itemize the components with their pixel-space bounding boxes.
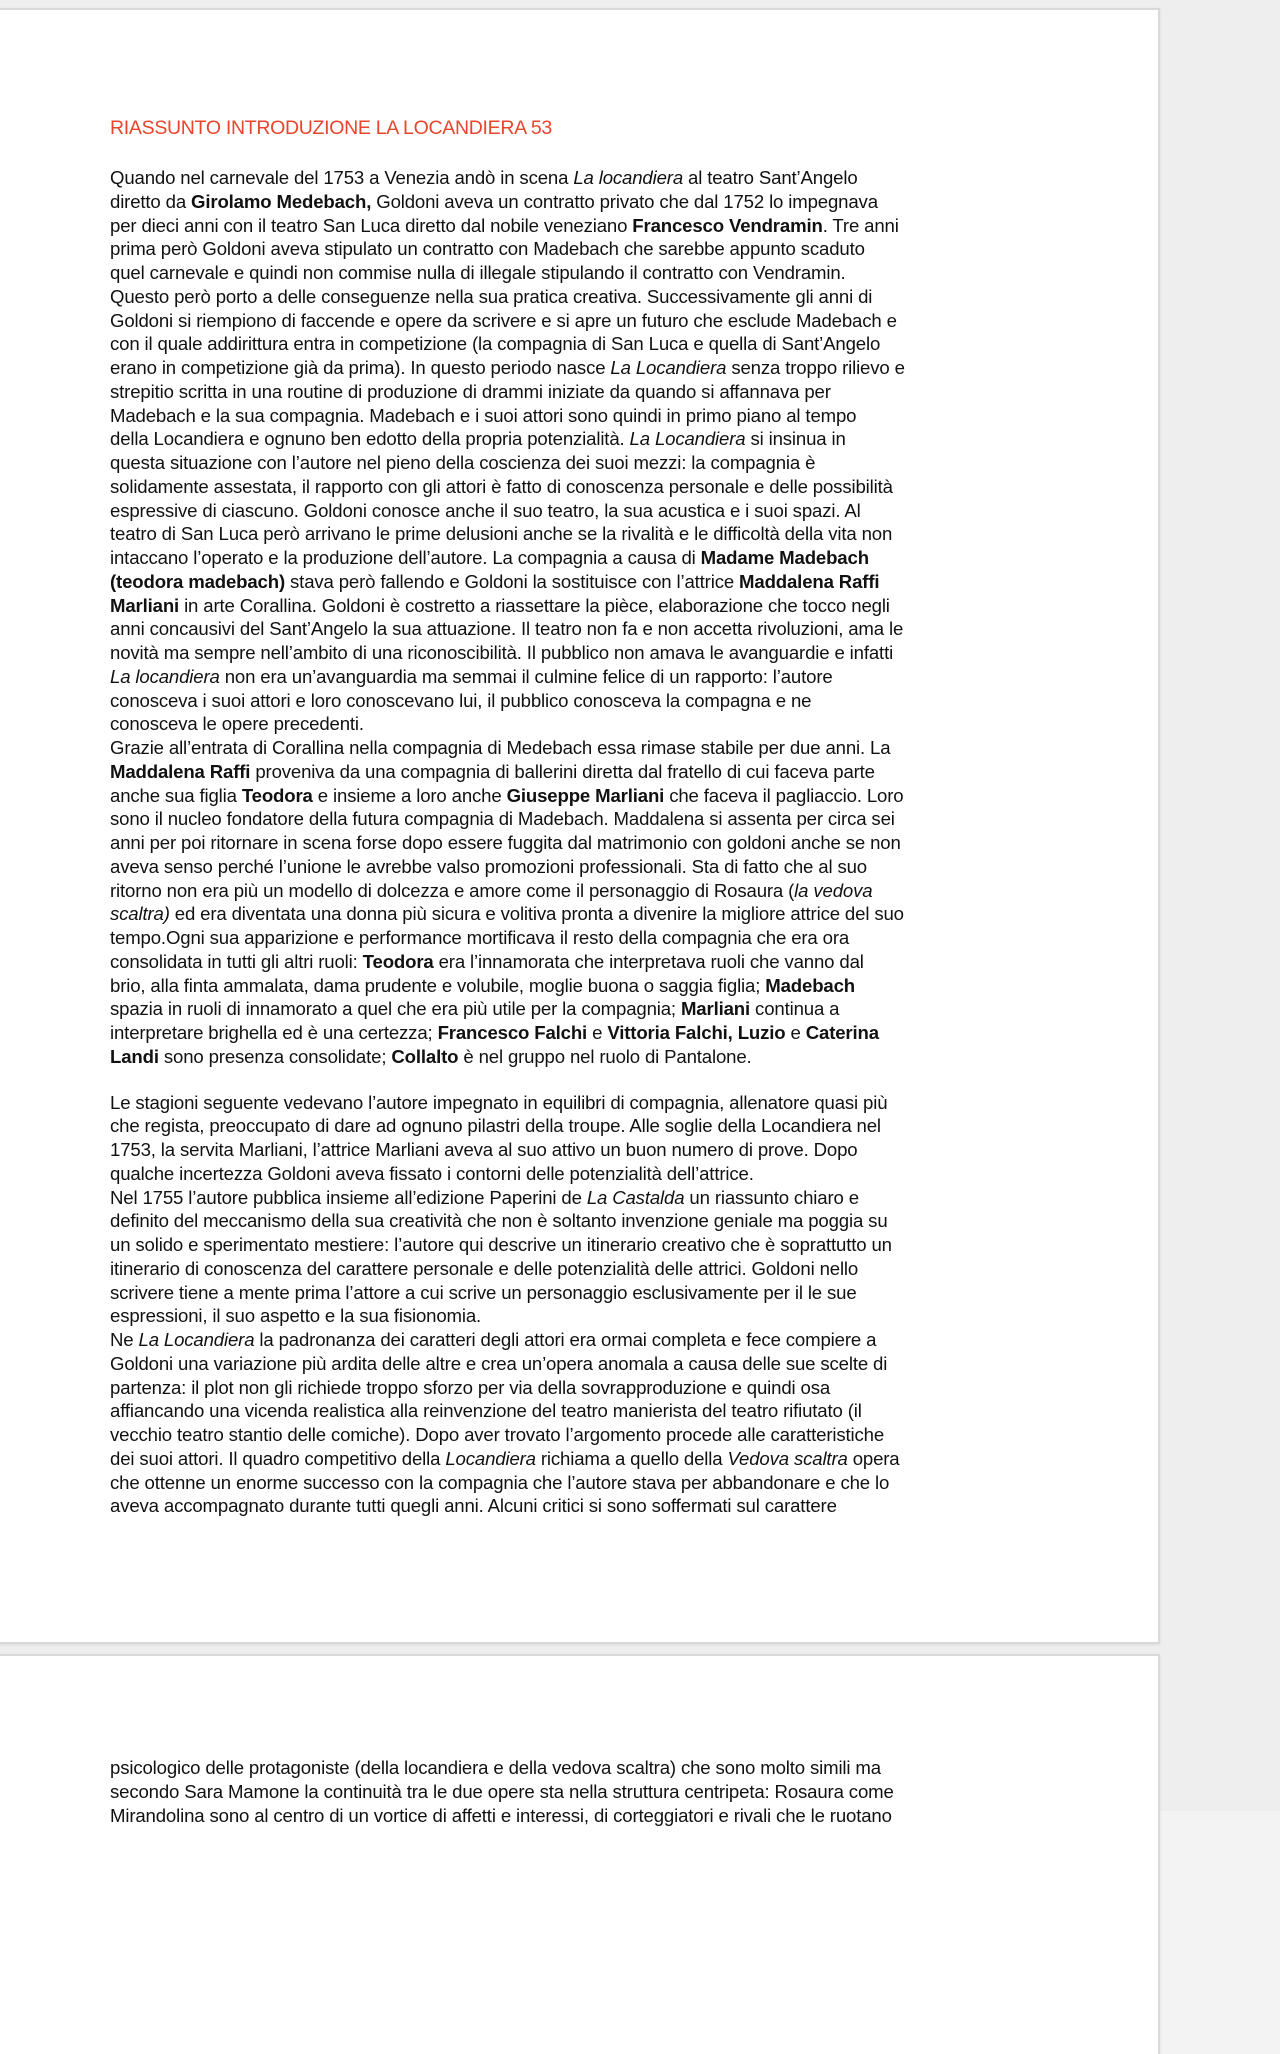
text-run: e insieme a loro anche — [312, 784, 507, 806]
paragraph — [110, 166, 1060, 1069]
bold-text: Maddalena Raffi — [110, 760, 251, 782]
text-run: si insinua in — [745, 428, 846, 450]
text-run: senza troppo rilievo e — [726, 357, 905, 378]
text-run: prima però Goldoni aveva stipulato un contratto con Madebach che sarebbe appunto scaduto — [110, 238, 865, 260]
text-line — [110, 1780, 1060, 1804]
bold-text: Maddalena Raffi — [739, 570, 880, 592]
text-run: psicologico delle protagoniste (della locandiera e della vedova scaltra) che sono molto simili ma — [110, 1757, 881, 1778]
text-run: Goldoni una variazione più ardita delle altre e crea un’opera anomala a causa delle sue scelte di — [110, 1352, 888, 1374]
text-run: proveniva da una compagnia di ballerini diretta dal fratello di cui faceva parte — [250, 760, 875, 782]
text-run: ritorno non era più un modello di dolcezza e amore come il personaggio di Rosaura ( — [110, 879, 795, 901]
bold-text: Giuseppe Marliani — [506, 784, 665, 806]
italic-text: La Locandiera — [629, 428, 746, 450]
text-run: stava però fallendo e Goldoni la sostituisce con l’attrice — [285, 570, 740, 592]
page-1-body — [110, 166, 1060, 1518]
text-run: 1753, la servita Marliani, l’attrice Marliani aveva al suo attivo un buon numero di prove. Dopo — [110, 1139, 858, 1160]
text-line — [110, 974, 1060, 998]
text-run: definito del meccanismo della sua creatività che non è soltanto invenzione geniale ma poggia su — [110, 1210, 888, 1232]
text-run: e — [587, 1022, 608, 1043]
text-line — [110, 285, 1060, 309]
text-line — [110, 1138, 1060, 1162]
text-run: conosceva le opere precedenti. — [110, 713, 364, 735]
text-line — [110, 1304, 1060, 1328]
text-line — [110, 1423, 1060, 1447]
text-run: Nel 1755 l’autore pubblica insieme all’edizione Paperini de — [110, 1186, 587, 1208]
page-2-content — [110, 1756, 1060, 1827]
text-line — [110, 831, 1060, 855]
document-page-1 — [0, 8, 1160, 1644]
text-run: al teatro Sant’Angelo — [683, 167, 858, 188]
text-line — [110, 546, 1060, 570]
bold-text: Landi — [110, 1045, 159, 1067]
text-run: espressioni, il suo aspetto e la sua fisionomia. — [110, 1305, 482, 1327]
text-line — [110, 784, 1060, 808]
text-run: strepitio scritta in una routine di produzione di drammi iniziate da quando si affannava per — [110, 380, 831, 402]
text-run: Questo però porto a delle conseguenze nella sua pratica creativa. Successivamente gli anni di — [110, 285, 873, 307]
italic-text: La Locandiera — [138, 1329, 255, 1350]
text-line — [110, 1021, 1060, 1045]
bold-text: Teodora — [241, 784, 313, 806]
text-line — [110, 332, 1060, 356]
bold-text: Madebach — [765, 974, 855, 996]
text-run: non era un’avanguardia ma semmai il culmine felice di un rapporto: l’autore — [219, 665, 833, 687]
text-run: sono presenza consolidate; — [158, 1045, 392, 1067]
italic-text: Locandiera — [445, 1447, 536, 1469]
text-line — [110, 1447, 1060, 1471]
text-line — [110, 404, 1060, 428]
text-line — [110, 522, 1060, 546]
italic-text: La Castalda — [586, 1186, 685, 1208]
text-line — [110, 594, 1060, 618]
italic-text: la vedova — [794, 879, 873, 901]
text-run: Goldoni si riempiono di faccende e opere da scrivere e si apre un futuro che esclude Madebach e — [110, 309, 897, 331]
text-run: intaccano l’operato e la produzione dell’autore. La compagnia a causa di — [110, 547, 701, 568]
text-run: erano in competizione già da prima). In questo periodo nasce — [110, 357, 611, 378]
text-line — [110, 1257, 1060, 1281]
document-page-2 — [0, 1654, 1160, 2054]
text-line — [110, 451, 1060, 475]
text-line — [110, 570, 1060, 594]
italic-text: La locandiera — [110, 665, 220, 687]
text-run: qualche incertezza Goldoni aveva fissato i contorni delle potenzialità dell’attrice. — [110, 1162, 754, 1184]
italic-text: scaltra) — [110, 903, 170, 925]
text-run: . Tre anni — [822, 214, 899, 236]
text-run: aveva accompagnato durante tutti quegli anni. Alcuni critici si sono soffermati sul carattere — [110, 1495, 837, 1517]
text-run: è nel gruppo nel ruolo di Pantalone. — [458, 1045, 752, 1067]
text-run: Le stagioni seguente vedevano l’autore impegnato in equilibri di compagnia, allenatore quasi più — [110, 1091, 888, 1113]
text-run: questa situazione con l’autore nel pieno della coscienza dei suoi mezzi: la compagnia è — [110, 452, 816, 473]
bold-text: Marliani — [680, 998, 751, 1020]
text-line — [110, 356, 1060, 380]
text-line — [110, 309, 1060, 333]
text-line — [110, 689, 1060, 713]
text-line — [110, 1045, 1060, 1069]
text-line — [110, 190, 1060, 214]
text-run: che ottenne un enorme successo con la compagnia che l’autore stava per abbandonare e che lo — [110, 1471, 890, 1493]
text-run: Mirandolina sono al centro di un vortice di affetti e interessi, di corteggiatori e rivali che le ruotano — [110, 1804, 892, 1826]
text-line — [110, 499, 1060, 523]
text-line — [110, 1471, 1060, 1495]
text-line — [110, 712, 1060, 736]
text-run: espressive di ciascuno. Goldoni conosce anche il suo teatro, la sua acustica e i suoi spazi. Al — [110, 499, 861, 521]
text-line — [110, 1209, 1060, 1233]
text-run: Goldoni aveva un contratto privato che dal 1752 lo impegnava — [371, 190, 878, 212]
bold-text: Madame Madebach — [700, 547, 869, 568]
text-line — [110, 1352, 1060, 1376]
text-line — [110, 1186, 1060, 1210]
bold-text: Francesco Vendramin — [632, 214, 823, 236]
page-1-content — [110, 116, 1060, 1518]
bold-text: Marliani — [110, 594, 180, 616]
text-line — [110, 1804, 1060, 1828]
text-line — [110, 736, 1060, 760]
text-run: Grazie all’entrata di Corallina nella compagnia di Medebach essa rimase stabile per due anni. La — [110, 737, 891, 758]
text-run: spazia in ruoli di innamorato a quel che era più utile per la compagnia; — [110, 998, 681, 1020]
text-run: anche sua figlia — [110, 784, 242, 806]
text-line — [110, 641, 1060, 665]
text-run: consolidata in tutti gli altri ruoli: — [110, 950, 363, 972]
document-title: RIASSUNTO INTRODUZIONE LA LOCANDIERA 53 — [110, 117, 552, 139]
text-line — [110, 997, 1060, 1021]
text-run: ed era diventata una donna più sicura e volitiva pronta a divenire la migliore attrice del suo — [169, 903, 904, 925]
bold-text: Caterina — [805, 1022, 879, 1043]
paragraph — [110, 1756, 1060, 1827]
text-line — [110, 1281, 1060, 1305]
text-run: che faceva il pagliaccio. Loro — [664, 784, 904, 806]
text-line — [110, 1494, 1060, 1518]
text-line — [110, 760, 1060, 784]
text-run: interpretare brighella ed è una certezza; — [110, 1022, 438, 1043]
text-run: brio, alla finta ammalata, dama prudente e volubile, moglie buona o saggia figlia; — [110, 974, 766, 996]
bold-text: Francesco Falchi — [437, 1022, 588, 1043]
text-run: richiama a quello della — [535, 1447, 728, 1469]
text-run: novità ma sempre nell’ambito di una riconoscibilità. Il pubblico non amava le avanguardie e infatti — [110, 642, 894, 663]
text-run: Madebach e la sua compagnia. Madebach e i suoi attori sono quindi in primo piano al tempo — [110, 404, 857, 426]
bold-text: Teodora — [362, 950, 434, 972]
text-line — [110, 214, 1060, 238]
italic-text: La locandiera — [573, 167, 684, 188]
text-run: per dieci anni con il teatro San Luca diretto dal nobile veneziano — [110, 214, 633, 236]
text-run: tempo.Ogni sua apparizione e performance mortificava il resto della compagnia che era ora — [110, 927, 850, 948]
bold-text: Girolamo Medebach, — [191, 190, 372, 212]
text-line — [110, 427, 1060, 451]
text-run: Quando nel carnevale del 1753 a Venezia andò in scena — [110, 167, 574, 188]
bold-text: Collalto — [391, 1045, 459, 1067]
text-run: e — [785, 1022, 806, 1043]
text-run: diretto da — [110, 190, 192, 212]
text-line — [110, 1233, 1060, 1257]
text-run: vecchio teatro stantio delle comiche). Dopo aver trovato l’argomento procede alle caratteristiche — [110, 1424, 885, 1445]
text-run: aveva senso perché l’unione le avrebbe valso promozioni professionali. Sta di fatto che al suo — [110, 855, 867, 877]
text-run: teatro di San Luca però arrivano le prime delusioni anche se la rivalità e le difficoltà della vita non — [110, 523, 893, 545]
text-line — [110, 879, 1060, 903]
italic-text: La Locandiera — [610, 357, 727, 378]
text-run: dei suoi attori. Il quadro competitivo della — [110, 1447, 446, 1469]
text-run: della Locandiera e ognuno ben edotto della propria potenzialità. — [110, 428, 630, 450]
text-run: quel carnevale e quindi non commise nulla di illegale stipulando il contratto con Vendramin. — [110, 262, 846, 283]
text-run: itinerario di conoscenza del carattere personale e delle potenzialità delle attrici. Goldoni nello — [110, 1257, 859, 1279]
text-line — [110, 1756, 1060, 1780]
text-run: Ne — [110, 1329, 139, 1350]
paragraph — [110, 1091, 1060, 1519]
text-line — [110, 1399, 1060, 1423]
text-run: opera — [847, 1447, 900, 1469]
bold-text: (teodora madebach) — [110, 570, 286, 592]
text-run: partenza: il plot non gli richiede troppo sforzo per via della sovrapproduzione e quindi osa — [110, 1376, 831, 1398]
text-run: anni concausivi del Sant’Angelo la sua attuazione. Il teatro non fa e non accetta rivoluzioni, ama le — [110, 618, 904, 640]
text-line — [110, 1162, 1060, 1186]
text-run: era l’innamorata che interpretava ruoli che vanno dal — [433, 950, 864, 972]
text-line — [110, 1376, 1060, 1400]
text-run: un riassunto chiaro e — [684, 1186, 859, 1208]
text-line — [110, 617, 1060, 641]
text-line — [110, 1091, 1060, 1115]
text-line — [110, 950, 1060, 974]
text-run: conosceva i suoi attori e loro conoscevano lui, il pubblico conosceva la compagna e ne — [110, 689, 812, 711]
text-line — [110, 807, 1060, 831]
text-run: la padronanza dei caratteri degli attori era ormai completa e fece compiere a — [254, 1329, 877, 1350]
text-line — [110, 665, 1060, 689]
text-line — [110, 166, 1060, 190]
text-run: solidamente assestata, il rapporto con gli attori è fatto di conoscenza personale e delle possibilità — [110, 475, 893, 497]
text-run: con il quale addirittura entra in competizione (la compagnia di San Luca e quella di Sant’Angelo — [110, 333, 881, 355]
text-run: affiancando una vicenda realistica alla reinvenzione del teatro manierista del teatro rifiutato (il — [110, 1400, 862, 1422]
bold-text: Vittoria Falchi, Luzio — [607, 1022, 786, 1043]
text-line — [110, 261, 1060, 285]
text-run: che regista, preoccupato di dare ad ognuno pilastri della troupe. Alle soglie della Locandiera nel — [110, 1115, 881, 1137]
text-run: secondo Sara Mamone la continuità tra le due opere sta nella struttura centripeta: Rosaura come — [110, 1780, 894, 1802]
text-line — [110, 475, 1060, 499]
italic-text: Vedova scaltra — [727, 1447, 848, 1469]
text-run: anni per poi ritornare in scena forse dopo essere fuggita dal matrimonio con goldoni anche se non — [110, 832, 901, 853]
text-line — [110, 855, 1060, 879]
text-run: sono il nucleo fondatore della futura compagnia di Madebach. Maddalena si assenta per circa sei — [110, 808, 895, 830]
text-run: in arte Corallina. Goldoni è costretto a riassettare la pièce, elaborazione che tocco negli — [179, 594, 890, 616]
text-run: continua a — [750, 998, 840, 1020]
text-line — [110, 926, 1060, 950]
text-line — [110, 380, 1060, 404]
text-run: un solido e sperimentato mestiere: l’autore qui descrive un itinerario creativo che è soprattutto un — [110, 1234, 892, 1255]
page-2-body — [110, 1756, 1060, 1827]
text-line — [110, 1328, 1060, 1352]
text-line — [110, 1114, 1060, 1138]
text-line — [110, 237, 1060, 261]
text-run: scrivere tiene a mente prima l’attore a cui scrive un personaggio esclusivamente per il le sue — [110, 1281, 857, 1303]
text-line — [110, 902, 1060, 926]
